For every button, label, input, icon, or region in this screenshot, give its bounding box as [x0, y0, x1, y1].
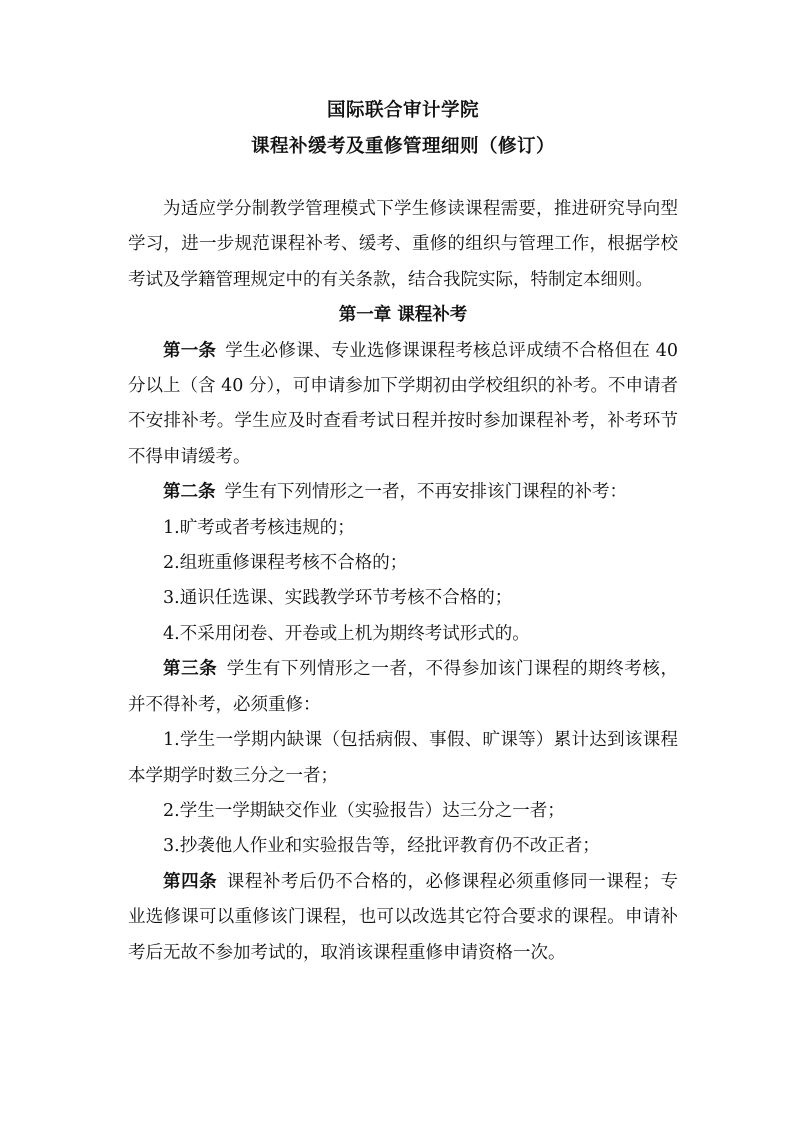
article-2-label: 第二条: [163, 482, 216, 503]
article-2-text: 学生有下列情形之一者，不再安排该门课程的补考：: [224, 482, 627, 503]
article-1-label: 第一条: [163, 340, 217, 361]
article-2-item-1: 1.旷考或者考核违规的；: [163, 517, 355, 538]
document-title-line2: 课程补缓考及重修管理细则（修订）: [250, 136, 555, 157]
article-3-paragraph: [128, 652, 678, 723]
article-1-paragraph: [128, 334, 678, 476]
article-2-item-3: 3.通识任选课、实践教学环节考核不合格的；: [163, 588, 513, 609]
document-body: [128, 192, 678, 971]
article-3-item-2: 2.学生一学期缺交作业（实验报告）达三分之一者；: [163, 800, 565, 821]
article-3-text: 学生有下列情形之一者，不得参加该门课程的期终考核，并不得补考，必须重修：: [128, 659, 679, 715]
document-content: [128, 92, 678, 971]
document-title-line1: 国际联合审计学院: [326, 100, 479, 121]
article-2-item-4: 4.不采用闭卷、开卷或上机为期终考试形式的。: [163, 623, 530, 644]
preamble-paragraph: 为适应学分制教学管理模式下学生修读课程需要，推进研究导向型学习，进一步规范课程补考、缓考、重修的组织与管理工作，根据学校考试及学籍管理规定中的有关条款，结合我院实际，特制定本细则。: [128, 199, 678, 290]
article-4-text: 课程补考后仍不合格的，必修课程必须重修同一课程；专业选修课可以重修该门课程，也可以改选其它符合要求的课程。申请补考后无故不参加考试的，取消该课程重修申请资格一次。: [128, 871, 679, 963]
article-3-label: 第三条: [163, 659, 218, 680]
article-1-text: 学生必修课、专业选修课课程考核总评成绩不合格但在 40 分以上（含 40 分），可申请参加下学期初由学校组织的补考。不申请者不安排补考。学生应及时查看考试日程并按时参加课程补考，补考环节不得申请缓考。: [128, 340, 678, 467]
article-4-paragraph: [128, 865, 678, 971]
article-3-item-3: 3.抄袭他人作业和实验报告等，经批评教育仍不改正者；: [163, 836, 600, 857]
article-4-label: 第四条: [163, 871, 218, 892]
article-2-paragraph: [128, 475, 678, 510]
article-3-item-1: 1.学生一学期内缺课（包括病假、事假、旷课等）累计达到该课程本学期学时数三分之一者；: [128, 730, 678, 786]
article-2-item-2: 2.组班重修课程考核不合格的；: [163, 553, 408, 574]
chapter-1-heading: 第一章 课程补考: [338, 305, 468, 326]
